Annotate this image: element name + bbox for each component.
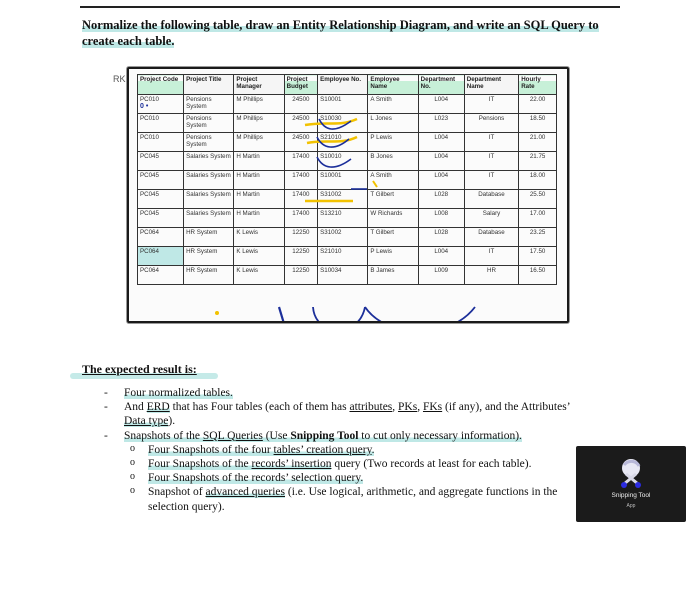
yellow-scribble-2 — [307, 137, 357, 143]
cell-employee-no: S10001 — [318, 171, 368, 190]
cell-department-no: L004 — [418, 171, 464, 190]
cell-department-name: IT — [464, 171, 518, 190]
cell-hourly-rate: 22.00 — [519, 95, 557, 114]
snapshot-2-post: query (Two records at least for each table). — [331, 458, 532, 471]
cell-project-manager: H Martin — [234, 171, 284, 190]
snapshot-item — [124, 471, 570, 485]
cell-project-code: PC045 — [138, 209, 184, 228]
cell-project-title: Salaries System — [184, 152, 234, 171]
cell-employee-name: T Gilbert — [368, 228, 418, 247]
cell-department-no: L004 — [418, 152, 464, 171]
cell-project-budget: 12250 — [284, 266, 318, 285]
header-project-manager: Project Manager — [234, 75, 284, 95]
snipping-tool-name: Snipping Tool — [611, 492, 651, 499]
cell-department-name: Database — [464, 228, 518, 247]
cell-employee-name: B Jones — [368, 152, 418, 171]
cell-employee-no: S31002 — [318, 190, 368, 209]
cell-project-manager: M Phillips — [234, 114, 284, 133]
blue-brace-2 — [365, 307, 475, 321]
cell-hourly-rate: 17.50 — [519, 247, 557, 266]
cell-hourly-rate: 18.50 — [519, 114, 557, 133]
cell-employee-no: S10030 — [318, 114, 368, 133]
requirements-list — [100, 386, 570, 514]
cell-project-budget: 12250 — [284, 228, 318, 247]
cell-project-code: PC010 — [138, 114, 184, 133]
attributes-term: attributes — [349, 401, 393, 414]
requirement-2-pre: And — [124, 401, 147, 414]
cell-project-manager: K Lewis — [234, 228, 284, 247]
cell-project-manager: K Lewis — [234, 247, 284, 266]
header-department-no: Department No. — [418, 75, 464, 95]
cell-employee-name: A Smith — [368, 95, 418, 114]
cell-hourly-rate: 21.00 — [519, 133, 557, 152]
cell-department-name: IT — [464, 95, 518, 114]
snapshot-2-term: records’ insertion — [251, 458, 332, 471]
cell-department-no: L004 — [418, 247, 464, 266]
snipping-tool-tile[interactable] — [576, 446, 686, 522]
cell-project-manager: H Martin — [234, 209, 284, 228]
header-employee-name: Employee Name — [368, 75, 418, 95]
source-table-image — [127, 67, 569, 323]
cell-project-title: Pensions System — [184, 95, 234, 114]
comma-1: , — [392, 401, 399, 414]
requirement-3-pre: Snapshots of the — [124, 429, 203, 442]
requirement-item — [100, 429, 570, 514]
cell-project-code: PC010 — [138, 133, 184, 152]
snapshot-item — [124, 485, 570, 513]
snapshot-1-term: tables’ creation query — [273, 443, 372, 456]
cell-department-name: IT — [464, 152, 518, 171]
yellow-tick — [373, 181, 377, 187]
cell-department-no: L028 — [418, 190, 464, 209]
cell-project-title: Pensions System — [184, 133, 234, 152]
cell-department-no: L004 — [418, 133, 464, 152]
cell-employee-name: P Lewis — [368, 133, 418, 152]
cell-employee-no: S10034 — [318, 266, 368, 285]
cell-employee-name: A Smith — [368, 171, 418, 190]
cell-project-manager: M Phillips — [234, 95, 284, 114]
requirement-2-end: ). — [168, 415, 176, 428]
header-project-budget: Project Budget — [284, 75, 318, 95]
question-line-2: create each table. — [82, 34, 175, 48]
cell-employee-no: S10010 — [318, 152, 368, 171]
question-text — [82, 17, 642, 49]
snapshot-1-pre: Four Snapshots of the four — [148, 443, 274, 456]
cell-project-code: PC064 — [138, 247, 184, 266]
cell-employee-name: B James — [368, 266, 418, 285]
sql-queries-term: SQL Queries — [202, 429, 263, 442]
snipping-tool-icon — [614, 456, 648, 490]
cell-project-code: PC064 — [138, 228, 184, 247]
expected-result-heading — [82, 362, 197, 377]
snipping-tool-term: Snipping Tool — [290, 429, 359, 442]
cell-employee-no: S21010 — [318, 133, 368, 152]
cell-project-budget: 24500 — [284, 95, 318, 114]
cell-project-code: PC045 — [138, 152, 184, 171]
cell-hourly-rate: 21.75 — [519, 152, 557, 171]
snipping-tool-subtitle: App — [626, 503, 636, 509]
requirement-3-mid: (Use — [262, 429, 291, 442]
cell-hourly-rate: 18.00 — [519, 171, 557, 190]
fks-term: FKs — [422, 401, 443, 414]
cell-project-budget: 24500 — [284, 133, 318, 152]
cell-project-code: PC010 — [138, 95, 184, 114]
comma-2: , — [417, 401, 423, 414]
snapshot-item — [124, 457, 570, 471]
cell-employee-name: P Lewis — [368, 247, 418, 266]
pks-term: PKs — [398, 401, 418, 414]
cell-project-budget: 24500 — [284, 114, 318, 133]
cell-hourly-rate: 17.00 — [519, 209, 557, 228]
requirement-item — [100, 386, 570, 400]
cell-project-budget: 17400 — [284, 171, 318, 190]
cell-project-manager: M Phillips — [234, 133, 284, 152]
cell-department-name: Database — [464, 190, 518, 209]
cell-department-name: IT — [464, 247, 518, 266]
data-type-term: Data type — [124, 415, 169, 428]
cell-department-no: L023 — [418, 114, 464, 133]
blue-brace-1 — [313, 307, 365, 321]
top-rule — [80, 6, 620, 8]
cell-project-title: Salaries System — [184, 190, 234, 209]
cell-project-budget: 17400 — [284, 209, 318, 228]
cell-project-title: HR System — [184, 228, 234, 247]
cell-employee-no: S31002 — [318, 228, 368, 247]
cell-department-name: Pensions — [464, 114, 518, 133]
cell-department-no: L009 — [418, 266, 464, 285]
cell-project-title: Pensions System — [184, 114, 234, 133]
margin-mark: RK — [113, 74, 126, 84]
row-annotation-mark: 0 • — [140, 103, 149, 110]
header-project-code: Project Code — [138, 75, 184, 95]
header-project-title: Project Title — [184, 75, 234, 95]
cell-hourly-rate: 16.50 — [519, 266, 557, 285]
cell-department-no: L028 — [418, 228, 464, 247]
cell-project-code: PC045 — [138, 171, 184, 190]
cell-employee-name: T Gilbert — [368, 190, 418, 209]
cell-project-manager: K Lewis — [234, 266, 284, 285]
snapshot-4-term: advanced queries — [205, 486, 286, 499]
yellow-dot — [215, 311, 219, 315]
snapshot-2-pre: Four Snapshots of the — [148, 458, 252, 471]
requirement-2-post: (if any), and the Attributes’ — [442, 401, 570, 414]
snapshot-4-pre: Snapshot of — [148, 486, 206, 499]
cell-employee-name: W Richards — [368, 209, 418, 228]
cell-project-manager: H Martin — [234, 152, 284, 171]
cell-department-no: L008 — [418, 209, 464, 228]
requirement-2-mid: that has Four tables (each of them has — [169, 401, 350, 414]
snapshot-3-text: Four Snapshots of the records’ selection query. — [148, 472, 364, 485]
cell-project-code: PC045 — [138, 190, 184, 209]
snapshot-1-post: . — [371, 443, 375, 456]
cell-employee-no: S13210 — [318, 209, 368, 228]
cell-department-name: IT — [464, 133, 518, 152]
cell-project-title: Salaries System — [184, 171, 234, 190]
header-department-name: Department Name — [464, 75, 518, 95]
erd-term: ERD — [146, 401, 170, 414]
header-employee-no: Employee No. — [318, 75, 368, 95]
cell-employee-name: L Jones — [368, 114, 418, 133]
cell-project-title: HR System — [184, 247, 234, 266]
cell-department-no: L004 — [418, 95, 464, 114]
cell-project-budget: 17400 — [284, 152, 318, 171]
cell-project-budget: 12250 — [284, 247, 318, 266]
cell-project-manager: H Martin — [234, 190, 284, 209]
blue-curve-3 — [317, 157, 351, 167]
snapshot-sublist — [124, 443, 570, 514]
cell-department-name: HR — [464, 266, 518, 285]
header-hourly-rate: Hourly Rate — [519, 75, 557, 95]
cell-project-title: Salaries System — [184, 209, 234, 228]
requirement-item — [100, 400, 570, 428]
cell-hourly-rate: 23.25 — [519, 228, 557, 247]
requirement-3-post: to cut only necessary information). — [358, 429, 522, 442]
expected-result-heading-text: The expected result is: — [82, 362, 197, 376]
cell-project-code: PC064 — [138, 266, 184, 285]
cell-department-name: Salary — [464, 209, 518, 228]
cell-project-title: HR System — [184, 266, 234, 285]
question-line-1: Normalize the following table, draw an Entity Relationship Diagram, and write an SQL Query to — [82, 18, 599, 32]
cell-project-budget: 17400 — [284, 190, 318, 209]
snapshot-item — [124, 443, 570, 457]
snapshot-4-post: (i.e. Use logical, arithmetic, and aggregate functions in the selection query). — [148, 486, 558, 513]
cell-employee-no: S10001 — [318, 95, 368, 114]
requirement-1-text: Four normalized tables. — [124, 387, 233, 399]
blue-arrow-stem — [279, 307, 285, 321]
cell-hourly-rate: 25.50 — [519, 190, 557, 209]
handwritten-annotations — [129, 69, 567, 321]
cell-employee-no: S21010 — [318, 247, 368, 266]
